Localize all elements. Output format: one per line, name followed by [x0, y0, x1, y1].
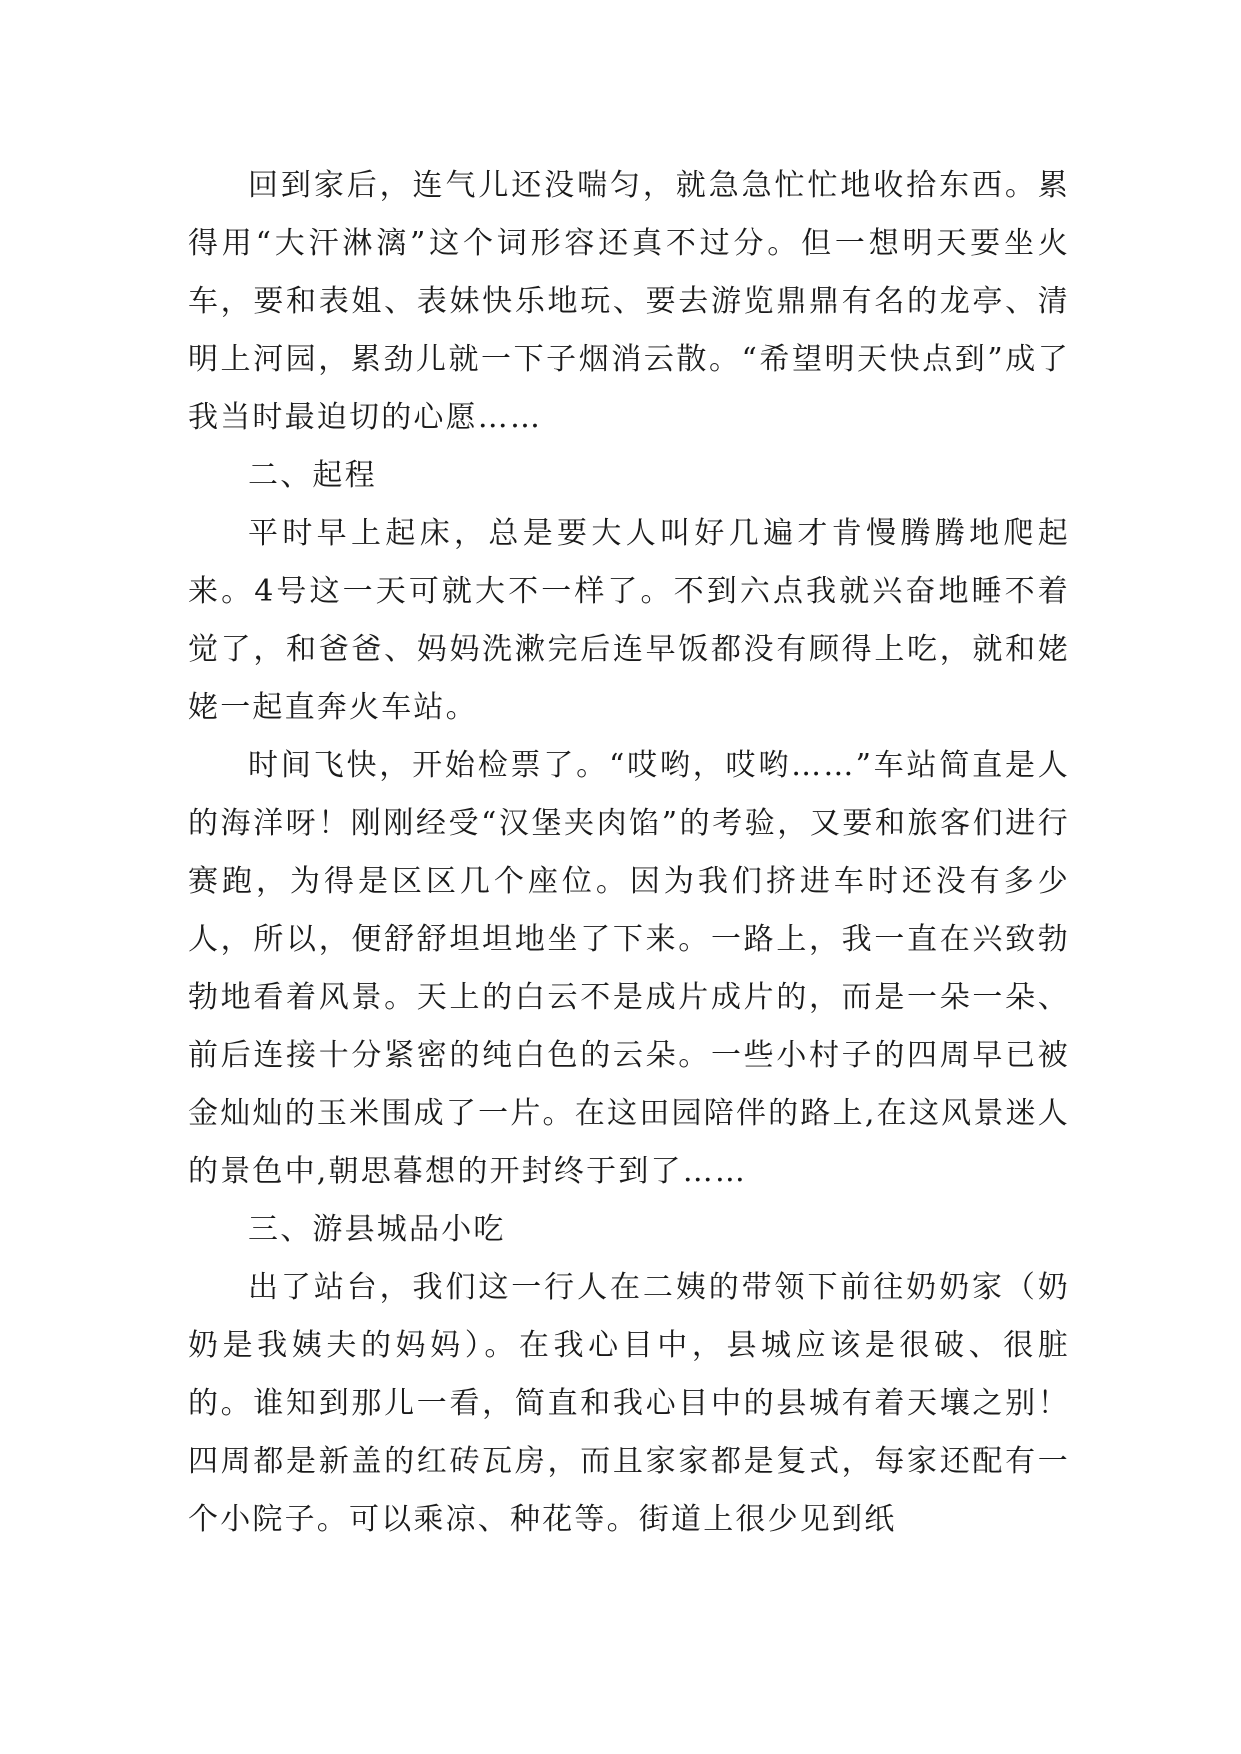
- paragraph-morning: 平时早上起床，总是要大人叫好几遍才肯慢腾腾地爬起来。4号这一天可就大不一样了。不到六点我就兴奋地睡不着觉了，和爸爸、妈妈洗漱完后连早饭都没有顾得上吃，就和姥姥一起直奔火车站。: [188, 516, 1070, 725]
- section-heading-county-town: 三、游县城品小吃: [248, 1212, 506, 1247]
- paragraph-train-journey: 时间飞快，开始检票了。“哎哟，哎哟……”车站简直是人的海洋呀！刚刚经受“汉堡夹肉馅”的考验，又要和旅客们进行赛跑，为得是区区几个座位。因为我们挤进车时还没有多少人，所以，便舒舒坦坦地坐了下来。一路上，我一直在兴致勃勃地看着风景。天上的白云不是成片成片的，而是一朵一朵、前后连接十分紧密的纯白色的云朵。一些小村子的四周早已被金灿灿的玉米围成了一片。在这田园陪伴的路上,在这风景迷人的景色中,朝思暮想的开封终于到了……: [188, 748, 1070, 1189]
- paragraph-arrival-home: 回到家后，连气儿还没喘匀，就急急忙忙地收拾东西。累得用“大汗淋漓”这个词形容还真不过分。但一想明天要坐火车，要和表姐、表妹快乐地玩、要去游览鼎鼎有名的龙亭、清明上河园，累劲儿就一下子烟消云散。“希望明天快点到”成了我当时最迫切的心愿……: [188, 168, 1070, 435]
- section-heading-departure: 二、起程: [248, 458, 377, 493]
- document-body: [188, 157, 1070, 1549]
- paragraph-county-town: 出了站台，我们这一行人在二姨的带领下前往奶奶家（奶奶是我姨夫的妈妈）。在我心目中，县城应该是很破、很脏的。谁知到那儿一看，简直和我心目中的县城有着天壤之别！四周都是新盖的红砖瓦房，而且家家都是复式，每家还配有一个小院子。可以乘凉、种花等。街道上很少见到纸: [188, 1270, 1070, 1537]
